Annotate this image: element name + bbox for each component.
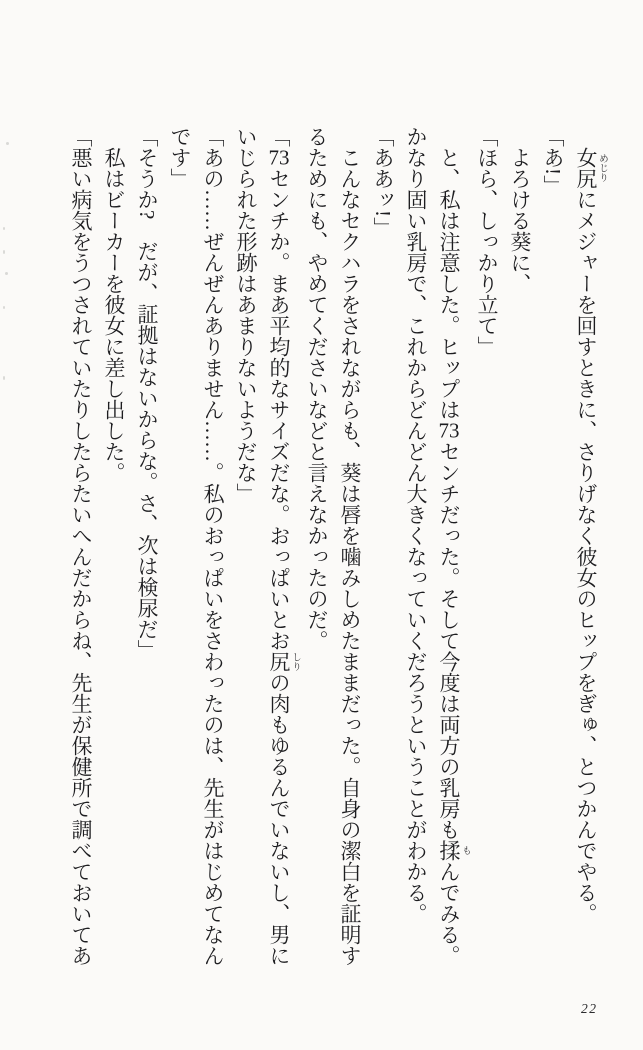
scan-speck xyxy=(5,272,8,275)
scan-speck xyxy=(6,142,9,145)
horizontal-in-vertical-number: 73 xyxy=(438,420,460,441)
ruby-annotated-word: 女尻 めじり xyxy=(574,147,607,189)
narration-line: 私はビーカーを彼女に差し出した。 xyxy=(102,147,126,483)
dialogue-line: 「悪い病気をうつされていたりしたらたいへんだからね、先生が保健所で調べておいてあ xyxy=(69,126,93,966)
ruby-annotated-word: 揉 も xyxy=(437,840,470,861)
ruby-annotated-word: 尻 しり xyxy=(267,651,300,672)
narration-line: よろける葵に、 xyxy=(508,147,532,294)
horizontal-in-vertical-number: 73 xyxy=(268,147,290,168)
scan-speck xyxy=(3,227,5,230)
dialogue-line: 「あの……ぜんぜんありません……。私のおっぱいをさわったのは、先生がはじめてなんです」 xyxy=(168,126,225,966)
dialogue-line: 「あ!」 xyxy=(541,126,565,196)
dialogue-line: 「ほら、しっかり立て」 xyxy=(475,126,499,357)
dialogue-line: 「73センチか。まあ平均的なサイズだな。おっぱいとお尻 しりの肉もゆるんでいないし、男にいじられた形跡はあまりないようだな」 xyxy=(234,126,300,966)
text-block xyxy=(64,126,607,968)
dialogue-line: 「ああッ!」 xyxy=(371,126,395,238)
narration-line: 女尻 めじりにメジャーを回すときに、さりげなく彼女のヒップをぎゅ、とつかんでやる。 xyxy=(574,147,607,924)
scan-speck xyxy=(3,376,5,380)
scan-speck xyxy=(3,306,5,309)
narration-line: こんなセクハラをされながらも、葵は唇を噛みしめたままだった。自身の潔白を証明するためにも、やめてくださいなどと言えなかったのだ。 xyxy=(305,126,362,966)
page-number: 22 xyxy=(581,1001,598,1016)
dialogue-line: 「そうか? だが、証拠はないからな。さ、次は検尿だ」 xyxy=(135,126,159,661)
narration-line: と、私は注意した。ヒップは73センチだった。そして今度は両方の乳房も揉 もんでみる。かなり固い乳房で、これからどんどん大きくなっていくだろうということがわかる。 xyxy=(404,126,470,966)
scan-speck xyxy=(3,250,5,254)
